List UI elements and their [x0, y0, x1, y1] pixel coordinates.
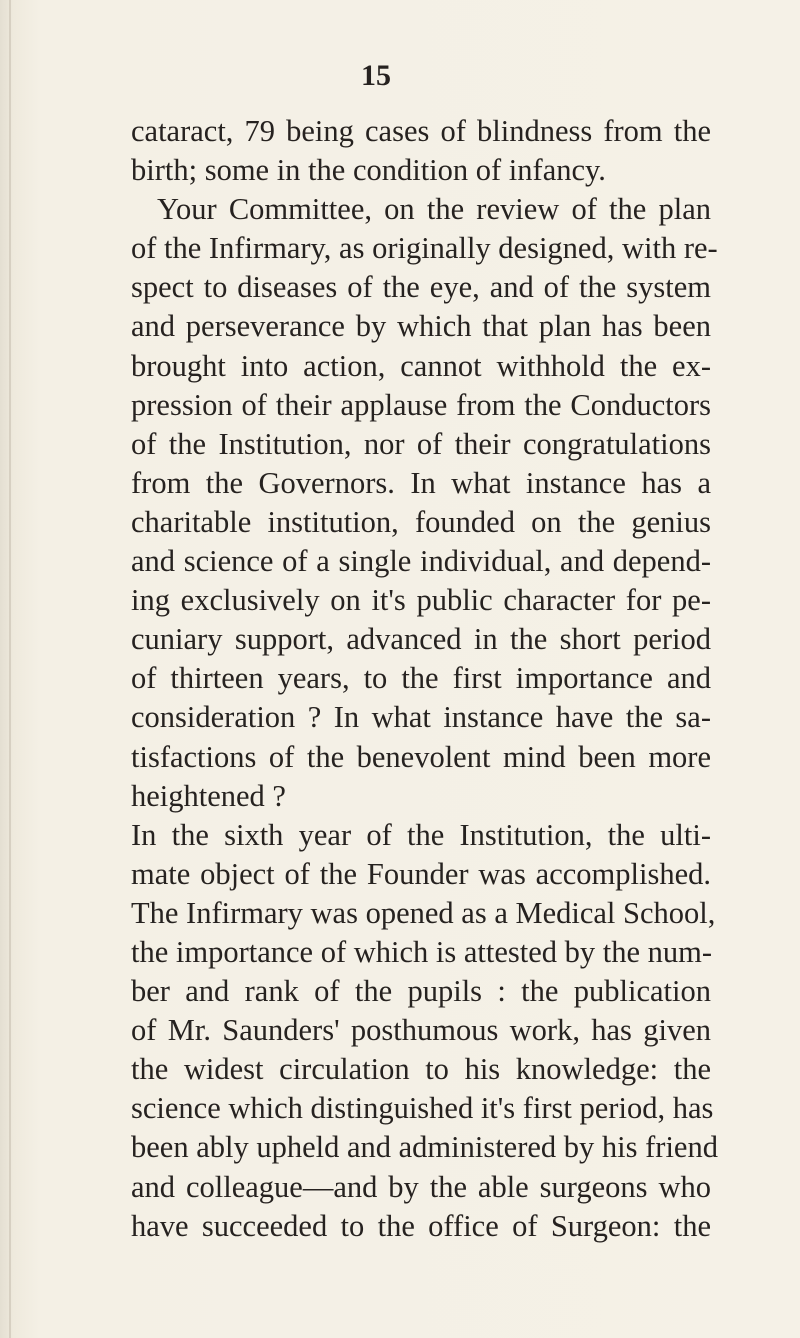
text-line: spect to diseases of the eye, and of the system: [131, 270, 711, 305]
body-text: [131, 112, 718, 1246]
text-line: of thirteen years, to the first importance and: [131, 661, 711, 696]
text-line: In the sixth year of the Institution, the ulti-: [131, 817, 711, 852]
text-line: science which distinguished it's first period, has: [131, 1091, 714, 1126]
text-line: cataract, 79 being cases of blindness from the: [131, 114, 711, 148]
text-line: consideration ? In what instance have the sa-: [131, 700, 711, 735]
text-line: of the Infirmary, as originally designed, with re-: [131, 231, 718, 266]
text-line: the widest circulation to his knowledge: the: [131, 1052, 711, 1087]
text-line: have succeeded to the office of Surgeon: the: [131, 1208, 711, 1243]
text-line: The Infirmary was opened as a Medical School,: [131, 895, 716, 930]
text-line: been ably upheld and administered by his friend: [131, 1130, 718, 1165]
text-line: charitable institution, founded on the genius: [131, 504, 711, 539]
page-number: 15: [361, 59, 391, 92]
text-line: and science of a single individual, and depend-: [131, 544, 711, 579]
text-line: of the Institution, nor of their congratulations: [131, 426, 711, 461]
text-line: birth; some in the condition of infancy.: [131, 153, 606, 188]
text-line: ber and rank of the pupils : the publication: [131, 974, 711, 1009]
page-gutter: [9, 0, 11, 1338]
text-line: and colleague—and by the able surgeons who: [131, 1169, 711, 1204]
text-line: brought into action, cannot withhold the ex-: [131, 348, 711, 383]
text-line: tisfactions of the benevolent mind been more: [131, 739, 711, 774]
text-line: cuniary support, advanced in the short period: [131, 622, 711, 657]
text-line: mate object of the Founder was accomplished.: [131, 856, 711, 891]
text-line: and perseverance by which that plan has been: [131, 309, 711, 344]
text-line: of Mr. Saunders' posthumous work, has given: [131, 1013, 711, 1048]
text-line: ing exclusively on it's public character for pe-: [131, 583, 711, 618]
text-line: pression of their applause from the Conductors: [131, 387, 711, 422]
text-line: the importance of which is attested by the num-: [131, 934, 713, 969]
text-line: Your Committee, on the review of the plan: [157, 192, 711, 227]
text-line: from the Governors. In what instance has a: [131, 465, 711, 500]
text-line: heightened ?: [131, 778, 286, 813]
